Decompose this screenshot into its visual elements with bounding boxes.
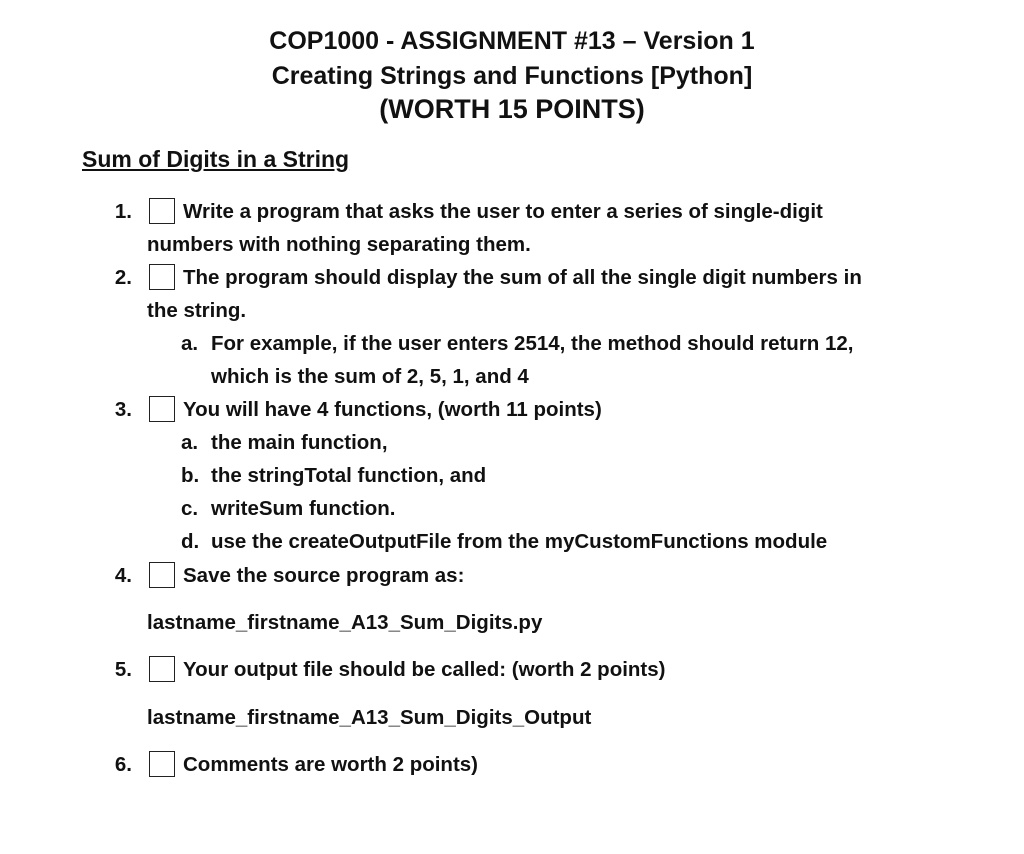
item-5-text: Your output file should be called: (worth 2 points) [183,658,666,681]
item-1-checkbox[interactable] [149,198,175,224]
item-4-text: Save the source program as: [183,564,465,587]
item-3c-text: writeSum function. [211,497,396,520]
item-3c-letter: c. [181,497,199,520]
item-6-checkbox[interactable] [149,751,175,777]
item-2a-text-line1: For example, if the user enters 2514, the method should return 12, [211,332,854,355]
output-filename: lastname_firstname_A13_Sum_Digits_Output [147,706,592,729]
points-heading: (WORTH 15 POINTS) [379,94,645,124]
source-filename: lastname_firstname_A13_Sum_Digits.py [147,611,543,634]
item-3a-text: the main function, [211,431,388,454]
item-5-number: 5. [114,658,132,681]
item-2-checkbox[interactable] [149,264,175,290]
item-3a-letter: a. [181,431,199,454]
item-2-text-line1: The program should display the sum of all the single digit numbers in [183,266,862,289]
item-3-checkbox[interactable] [149,396,175,422]
item-1-text-line1: Write a program that asks the user to enter a series of single-digit [183,200,823,223]
item-3d-letter: d. [181,530,200,553]
item-2a-text-line2: which is the sum of 2, 5, 1, and 4 [211,365,529,388]
item-2-text-line2: the string. [147,299,247,322]
item-2a-letter: a. [181,332,199,355]
item-6-text: Comments are worth 2 points) [183,753,479,776]
item-3-text: You will have 4 functions, (worth 11 points) [183,398,602,421]
document-subtitle: Creating Strings and Functions [Python] [271,62,753,90]
item-1-number: 1. [114,200,132,223]
item-4-number: 4. [114,564,132,587]
item-3-number: 3. [114,398,132,421]
item-3b-letter: b. [181,464,200,487]
item-3d-text: use the createOutputFile from the myCustomFunctions module [211,530,828,553]
item-5-checkbox[interactable] [149,656,175,682]
document-title: COP1000 - ASSIGNMENT #13 – Version 1 [269,27,755,55]
item-4-checkbox[interactable] [149,562,175,588]
item-2-number: 2. [114,266,132,289]
item-3b-text: the stringTotal function, and [211,464,487,487]
item-1-text-line2: numbers with nothing separating them. [147,233,531,256]
item-6-number: 6. [114,753,132,776]
section-title: Sum of Digits in a String [82,146,350,172]
